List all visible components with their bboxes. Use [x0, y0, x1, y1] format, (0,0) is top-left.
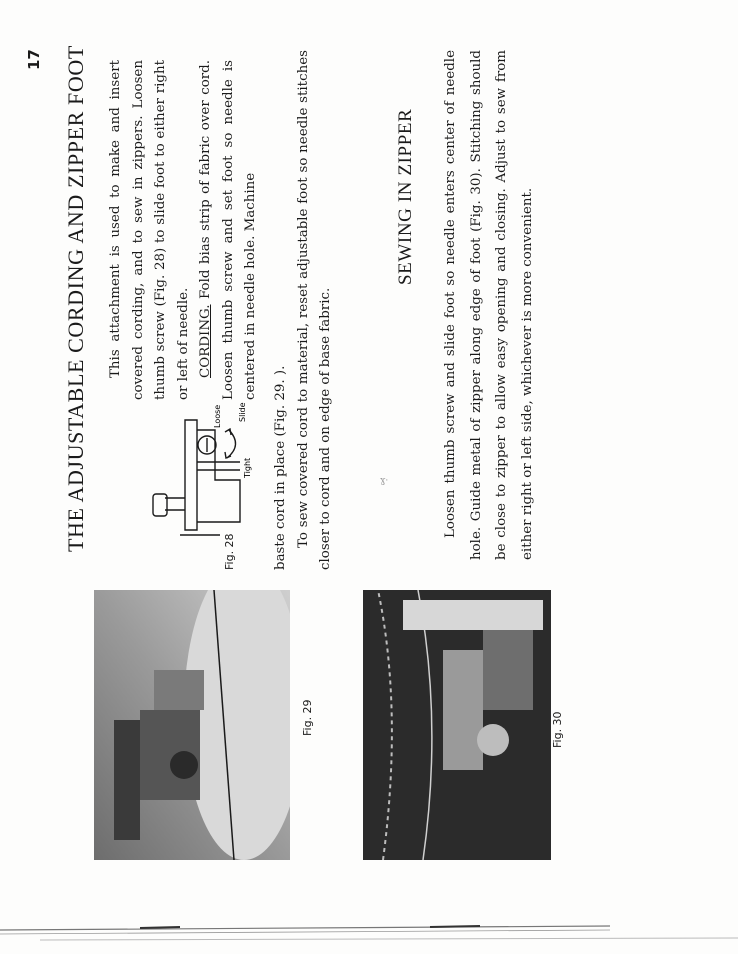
- foot-body: [197, 430, 240, 522]
- slide-bar: [197, 462, 240, 470]
- figure-30-caption: Fig. 30: [551, 711, 564, 748]
- page-number: 17: [25, 49, 43, 70]
- figure-28-drawing: [145, 400, 255, 540]
- zipper-text: [438, 50, 540, 560]
- figure-29-caption: Fig. 29: [301, 699, 314, 736]
- cording-text: Fold bias strip of fabric over cord. Loosen thumb screw and set foot so needle is centered in needle hole. Machine: [198, 60, 258, 400]
- figure-28-caption: Fig. 28: [223, 533, 236, 570]
- cording-label: CORDING.: [198, 304, 213, 378]
- presser-bar: [185, 420, 197, 530]
- thumb-screw-top: [153, 494, 167, 516]
- label-tight: Tight: [243, 457, 252, 478]
- section-title-zipper: SEWING IN ZIPPER: [395, 108, 416, 285]
- stray-mark: ɣ·: [380, 476, 389, 486]
- needle-clamp: [165, 498, 185, 510]
- baste-line: baste cord in place (Fig. 29. ).: [273, 365, 288, 570]
- figure-30-photo: [363, 590, 551, 860]
- cording-paragraph: [195, 60, 263, 400]
- intro-text: [105, 60, 263, 400]
- cording-continued: [270, 50, 338, 570]
- page-title: THE ADJUSTABLE CORDING AND ZIPPER FOOT: [63, 45, 88, 552]
- scan-edge-lines: [0, 918, 738, 954]
- intro-paragraph: This attachment is used to make and insert covered cording, and to sew in zippers. Loosen thumb screw (Fig. 28) to slide foot to either right or left of needle.: [108, 60, 191, 400]
- label-loose: Loose: [213, 404, 222, 428]
- zipper-paragraph: Loosen thumb screw and slide foot so needle enters center of needle hole. Guide metal of zipper along edge of foot (Fig. 30). Stitching should be close to zipper to allow easy opening and closing. Adjust to sew from either right or left side, whichever is more convenient.: [443, 50, 535, 560]
- label-slide: Slide: [238, 402, 247, 422]
- sew-cord-paragraph: To sew covered cord to material, reset adjustable foot so needle stitches closer to cord and on edge of base fabric.: [295, 50, 333, 570]
- rotated-content: [25, 20, 585, 860]
- figure-29-photo: [94, 590, 290, 860]
